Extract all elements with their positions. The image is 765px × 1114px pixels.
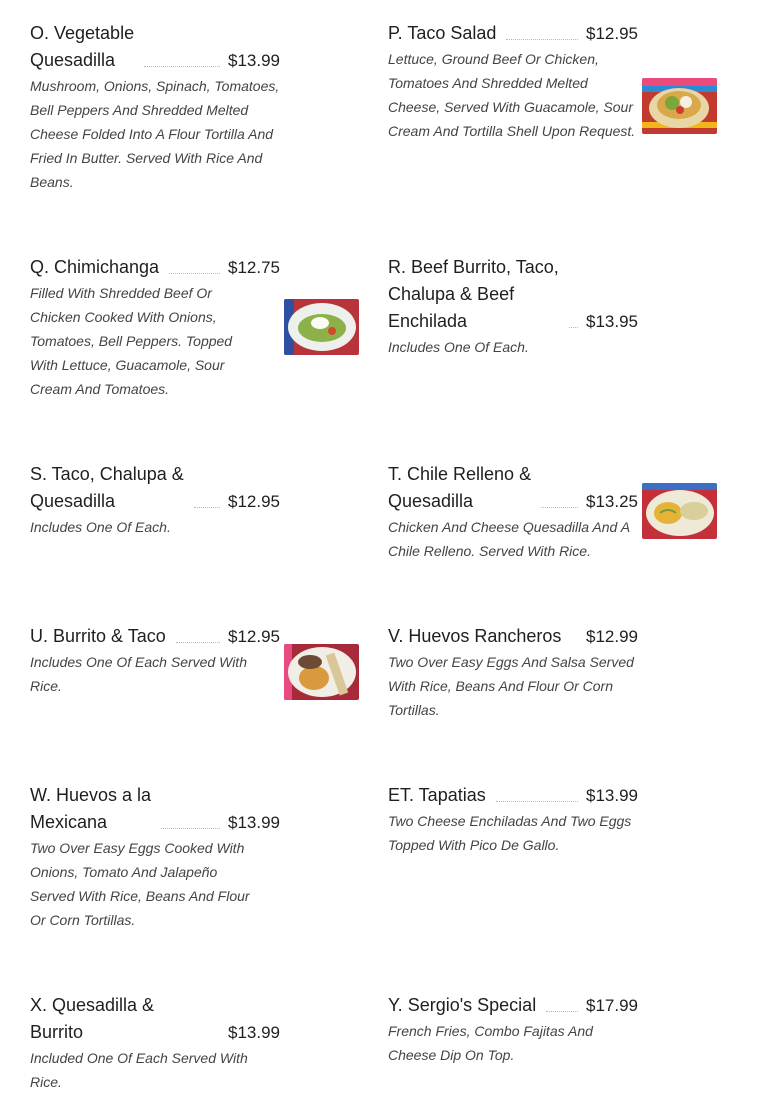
menu-item-tapatias xyxy=(388,782,638,857)
item-description: Two Cheese Enchiladas And Two Eggs Topped With Pico De Gallo. xyxy=(388,813,632,853)
leader-dots xyxy=(506,39,578,40)
item-description: Includes One Of Each. xyxy=(30,519,171,535)
item-name: T. Chile Relleno & Quesadilla xyxy=(388,464,532,511)
item-name: P. Taco Salad xyxy=(388,23,497,43)
taco-salad-photo xyxy=(642,78,717,134)
leader-dots xyxy=(176,642,220,643)
item-description: Chicken And Cheese Quesadilla And A Chile Relleno. Served With Rice. xyxy=(388,519,630,559)
item-name: X. Quesadilla & Burrito xyxy=(30,995,155,1042)
item-description: Included One Of Each Served With Rice. xyxy=(30,1050,248,1090)
item-name: V. Huevos Rancheros xyxy=(388,626,562,646)
item-description: French Fries, Combo Fajitas And Cheese Dip On Top. xyxy=(388,1023,593,1063)
item-price: $12.95 xyxy=(586,24,638,43)
chile-relleno-photo xyxy=(642,483,717,539)
item-name: O. Vegetable Quesadilla xyxy=(30,23,135,70)
item-price: $13.99 xyxy=(228,51,280,70)
burrito-taco-photo xyxy=(284,644,359,700)
menu-item-huevos-rancheros xyxy=(388,623,638,722)
item-price: $12.99 xyxy=(586,627,638,646)
leader-dots xyxy=(546,1011,578,1012)
menu-item-chile-relleno-quesadilla xyxy=(388,461,638,563)
item-name: U. Burrito & Taco xyxy=(30,626,166,646)
item-price: $13.95 xyxy=(586,312,638,331)
menu-item-vegetable-quesadilla xyxy=(30,20,280,194)
item-price: $12.95 xyxy=(228,627,280,646)
item-description: Includes One Of Each Served With Rice. xyxy=(30,654,247,694)
item-price: $12.95 xyxy=(228,492,280,511)
item-price: $13.99 xyxy=(228,813,280,832)
menu-item-taco-chalupa-quesadilla xyxy=(30,461,280,539)
leader-dots xyxy=(496,801,578,802)
leader-dots xyxy=(161,828,220,829)
item-name: S. Taco, Chalupa & Quesadilla xyxy=(30,464,184,511)
item-description: Two Over Easy Eggs Cooked With Onions, Tomato And Jalapeño Served With Rice, Beans And Flour Or Corn Tortillas. xyxy=(30,840,250,928)
item-price: $17.99 xyxy=(586,996,638,1015)
item-name: Y. Sergio's Special xyxy=(388,995,537,1015)
leader-dots xyxy=(169,273,220,274)
menu-item-beef-combo xyxy=(388,254,638,359)
leader-dots xyxy=(541,507,578,508)
leader-dots xyxy=(194,507,220,508)
menu-item-chimichanga xyxy=(30,254,280,401)
item-name: W. Huevos a la Mexicana xyxy=(30,785,152,832)
leader-dots xyxy=(214,1038,220,1039)
item-name: Q. Chimichanga xyxy=(30,257,160,277)
item-description: Mushroom, Onions, Spinach, Tomatoes, Bell Peppers And Shredded Melted Cheese Folded Into A Flour Tortilla And Fried In Butter. Served With Rice And Beans. xyxy=(30,78,280,190)
leader-dots xyxy=(571,642,578,643)
item-price: $12.75 xyxy=(228,258,280,277)
item-price: $13.99 xyxy=(586,786,638,805)
item-description: Includes One Of Each. xyxy=(388,339,529,355)
item-description: Lettuce, Ground Beef Or Chicken, Tomatoes And Shredded Melted Cheese, Served With Guacamole, Sour Cream And Tortilla Shell Upon Request. xyxy=(388,51,636,139)
chimichanga-photo xyxy=(284,299,359,355)
item-name: R. Beef Burrito, Taco, Chalupa & Beef Enchilada xyxy=(388,257,559,331)
item-price: $13.25 xyxy=(586,492,638,511)
menu-item-huevos-mexicana xyxy=(30,782,280,932)
item-description: Two Over Easy Eggs And Salsa Served With Rice, Beans And Flour Or Corn Tortillas. xyxy=(388,654,634,718)
leader-dots xyxy=(144,66,220,67)
item-price: $13.99 xyxy=(228,1023,280,1042)
menu-item-burrito-taco xyxy=(30,623,280,698)
item-name: ET. Tapatias xyxy=(388,785,486,805)
menu-item-taco-salad xyxy=(388,20,638,143)
menu-item-quesadilla-burrito xyxy=(30,992,280,1094)
leader-dots xyxy=(569,327,578,328)
item-description: Filled With Shredded Beef Or Chicken Cooked With Onions, Tomatoes, Bell Peppers. Topped With Lettuce, Guacamole, Sour Cream And Tomatoes. xyxy=(30,285,233,397)
menu-item-sergios-special xyxy=(388,992,638,1067)
